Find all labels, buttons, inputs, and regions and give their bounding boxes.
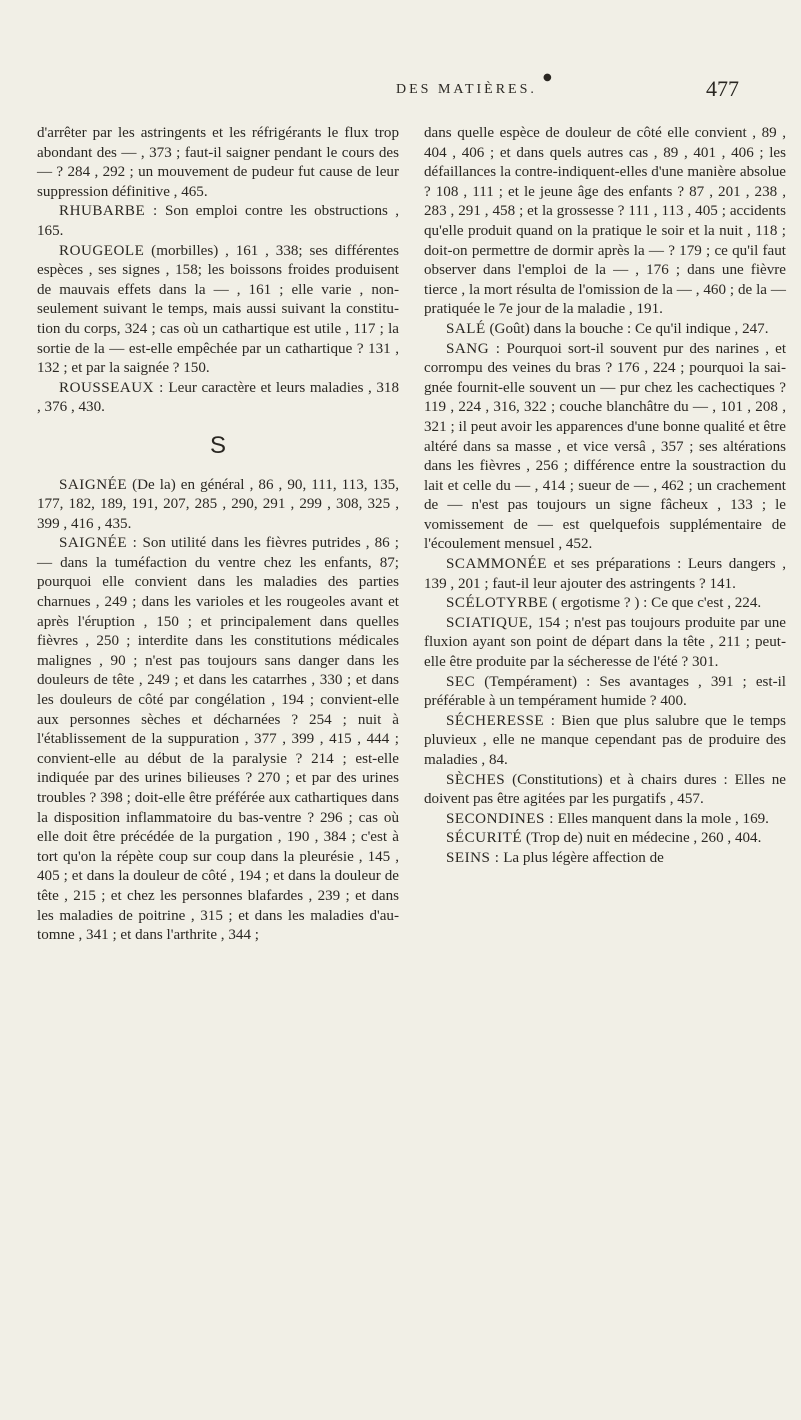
entry-scammonee bbox=[424, 555, 786, 594]
entry-saignee-utilite bbox=[37, 534, 399, 945]
entry-head: ROUGEOLE bbox=[59, 242, 145, 259]
entry-secheresse bbox=[424, 712, 786, 771]
printer-ornament: ● bbox=[543, 72, 552, 83]
entry-body: dans quelle espèce de douleur de côté elle convient , 89 , 404 , 406 ; et dans quels autres cas , 89 , 401 , 406 ; les défaillances la contre-indiquent-elles d'une manière absolue ? 108 , 111 ; et le jeune âge des enfants ? 87 , 201 , 238 , 283 , 291 , 458 ; et la grossesse ? 111 , 113 , 405 ; accidents qu'elle produit quand on la pratique le soir et la nuit , 118 ; doit-on permettre de dormir après la — ? 179 ; ce qu'il faut observer dans l'emploi de la — , 176 ; dans une fièvre tierce , la mort résulta de l'omission de la — , 460 ; de la — pratiquée le 7e jour de la maladie , 191. bbox=[424, 125, 786, 318]
entry-head: SCÉLOTYRBE bbox=[446, 595, 549, 612]
entry-seins bbox=[424, 849, 786, 869]
entry-body: (De la) en général , 86 , 90, 111, 113, 135, 177, 182, 189, 191, 207, 285 , 290, 291 , 299 , 308, 325 , 399 , 416 , 435. bbox=[37, 476, 399, 532]
entry-head: SÈCHES bbox=[446, 771, 506, 788]
entry-head: SCAMMONÉE bbox=[446, 556, 547, 573]
entry-securite bbox=[424, 829, 786, 849]
entry-rousseaux bbox=[37, 379, 399, 418]
entry-body: Pourquoi sort-il souvent pur des narines , et corrompu des veines du bras ? 176 , 224 ; pourquoi la saignée fournit-elle souvent un — pur chez les cachectiques ? 119 , 224 , 316, 322 ; couche blanchâtre du — , 101 , 208 , 321 ; il peut avoir les apparences d'une bonne qualité et être altéré dans sa masse , et vice versâ , 357 ; ses altérations dans les fièvres , 256 ; différence entre la soustraction du lait et celle du — , 414 ; sueur de — , 462 ; un crachement de — n'est pas toujours un signe fâcheux , 133 ; le vomissement de — est quelquefois supplémentaire de l'écoulement mensuel , 452. bbox=[424, 340, 787, 553]
entry-sciatique bbox=[424, 614, 786, 673]
entry-body: (morbilles) , 161 , 338; ses différentes espèces , ses signes , 158; les boissons froides produisent de mauvais effets dans la — , 161 ; elle varie , non-seulement suivant le temps, mais aussi suivant la constitution du corps, 324 ; cas où un cathartique est utile , 117 ; la sortie de la — est-elle empêchée par un cathartique ? 131 , 132 ; et par la saignée ? 150. bbox=[37, 242, 399, 377]
page-header bbox=[0, 72, 801, 116]
entry-head: ROUSSEAUX : bbox=[59, 379, 164, 396]
entry-sec bbox=[424, 673, 786, 712]
left-column bbox=[37, 124, 399, 946]
entry-head: SALÉ bbox=[446, 320, 486, 337]
section-letter: S bbox=[209, 431, 226, 459]
entry-continuation bbox=[424, 124, 786, 320]
entry-sale bbox=[424, 320, 786, 340]
entry-head: SCIATIQUE, bbox=[446, 614, 533, 631]
entry-secondines bbox=[424, 810, 786, 830]
entry-rougeole bbox=[37, 242, 399, 379]
entry-sang bbox=[424, 340, 786, 556]
entry-body: La plus légère affection de bbox=[503, 849, 664, 866]
entry-body: ( ergotisme ? ) : Ce que c'est , 224. bbox=[552, 595, 762, 612]
entry-body: et ses préparations : Leurs dangers , 139 , 201 ; faut-il leur ajouter des astringents ? 141. bbox=[424, 556, 786, 592]
entry-body: (Tempérament) : Ses avantages , 391 ; est-il préférable à un tempérament humide ? 400. bbox=[424, 673, 786, 710]
entry-body: Leur caractère et leurs maladies , 318 , 376 , 430. bbox=[37, 379, 399, 416]
entry-body: 154 ; n'est pas toujours produite par une fluxion ayant son point de départ dans la tête , 211 ; peut-elle être produite par la sécheresse de l'été ? 301. bbox=[424, 614, 786, 671]
entry-body: Son emploi contre les obstructions , 165. bbox=[37, 203, 399, 239]
entry-saignee-general bbox=[37, 476, 399, 535]
entry-head: SANG : bbox=[446, 340, 501, 357]
entry-body: (Constitutions) et à chairs dures : Elles ne doivent pas être agitées par les purgatifs , 457. bbox=[424, 771, 786, 808]
running-head: DES MATIÈRES. bbox=[396, 82, 537, 97]
entry-continuation bbox=[37, 124, 399, 202]
entry-head: SÉCURITÉ bbox=[446, 830, 523, 847]
entry-rhubarbe bbox=[37, 202, 399, 241]
entry-head: SAIGNÉE : bbox=[59, 535, 138, 552]
entry-body: Son utilité dans les fièvres putrides , 86 ; — dans la tuméfaction du ventre chez les enfants, 87; pourquoi elle convient dans les maladies des parties charnues , 249 ; dans les varioles et les rougeoles avant et après l'éruption , 150 ; et principalement dans quelles fièvres , 250 ; interdite dans les constitutions médicales malignes , 90 ; n'est pas toujours sans danger dans les douleurs de tête , 249 ; et dans les catarrhes , 330 ; et dans les douleurs de côté par congélation , 194 ; convient-elle aux personnes sèches et décharnées ? 254 ; nuit à l'établissement de la suppuration , 377 , 399 , 415 , 444 ; convient-elle au début de la paralysie ? 214 ; est-elle indiquée par des urines bilieuses ? 270 ; et par des urines troubles ? 398 ; doit-elle être préférée aux cathartiques dans la disposition inflammatoire du bas-ventre ? 296 ; cas où elle doit être précédée de la purgation , 190 , 384 ; c'est à tort qu'on la répète coup sur coup dans la pleurésie , 145 , 405 ; et dans la douleur de côté , 194 ; et dans la douleur de tête , 215 ; et chez les personnes blafardes , 239 ; et dans les maladies de poitrine , 315 ; et dans les maladies d'automne , 341 ; et dans l'arthrite , 344 ; bbox=[37, 535, 400, 944]
entry-seches bbox=[424, 771, 786, 810]
right-column bbox=[424, 124, 786, 869]
entry-head: SAIGNÉE bbox=[59, 476, 128, 493]
entry-body: (Goût) dans la bouche : Ce qu'il indique , 247. bbox=[489, 320, 769, 337]
entry-body: (Trop de) nuit en médecine , 260 , 404. bbox=[525, 830, 762, 847]
page-number: 477 bbox=[706, 76, 739, 101]
entry-body: Elles manquent dans la mole , 169. bbox=[557, 810, 769, 827]
entry-body: d'arrêter par les astringents et les réfrigérants le flux trop abondant des — , 373 ; faut-il saigner pendant le cours des — ? 284 , 292 ; un mouvement de pudeur fut cause de leur suppression définitive , 465. bbox=[37, 125, 399, 200]
entry-head: SECONDINES : bbox=[446, 810, 554, 827]
entry-head: SEINS : bbox=[446, 849, 500, 866]
entry-body: Bien que plus salubre que le temps pluvieux , elle ne manque cependant pas de produire des maladies , 84. bbox=[424, 712, 786, 768]
entry-head: RHUBARBE : bbox=[59, 203, 158, 220]
entry-head: SÉCHERESSE : bbox=[446, 712, 556, 729]
entry-scelotyrbe bbox=[424, 594, 786, 614]
entry-head: SEC bbox=[446, 673, 476, 690]
